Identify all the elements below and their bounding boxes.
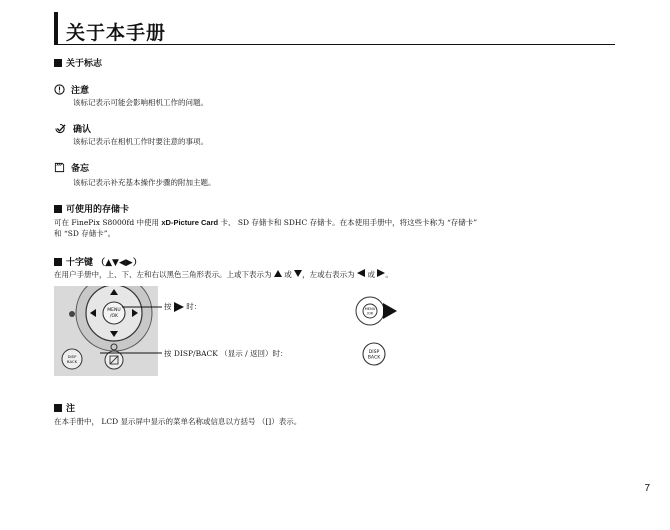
triangle-right-icon	[174, 302, 184, 312]
check-row	[54, 122, 91, 135]
svg-text:BACK: BACK	[367, 355, 381, 361]
square-bullet-icon	[54, 205, 62, 213]
note-text: 在本手册中， LCD 显示屏中显示的菜单名称或信息以方括号 （[]）表示。	[54, 417, 302, 426]
triangle-down-icon	[294, 270, 302, 277]
caution-label: 注意	[71, 86, 90, 96]
svg-text:/OK: /OK	[366, 311, 374, 316]
symbols-heading: 关于标志	[54, 56, 102, 69]
menu-ok-text: MENU	[364, 307, 376, 311]
cards-paragraph	[54, 217, 624, 239]
ok-text: /OK	[109, 314, 119, 319]
triangle-up-icon	[274, 270, 282, 277]
page-number: 7	[644, 483, 650, 494]
cross-key-heading: 十字键 （▲▼◀▶）	[54, 255, 142, 268]
triangle-left-icon	[357, 269, 365, 277]
press-disp-label: 按 DISP/BACK （显示 / 返回）时：	[164, 349, 288, 358]
memo-row	[54, 161, 89, 174]
disp-icon-text: DISP	[368, 350, 380, 355]
disp-back-icon	[361, 341, 387, 371]
memo-icon	[54, 162, 65, 173]
caution-row	[54, 83, 89, 96]
square-bullet-icon	[54, 258, 62, 266]
caution-text: 该标记表示可能会影响相机工作的问题。	[73, 98, 208, 107]
title-rule	[54, 44, 615, 45]
disp-text: DISP	[67, 354, 77, 359]
square-bullet-icon	[54, 59, 62, 67]
title-bar-accent	[54, 12, 58, 45]
check-icon	[54, 123, 67, 134]
leader-lines	[100, 300, 170, 360]
page-title: 关于本手册	[66, 22, 167, 44]
caution-icon	[54, 84, 65, 95]
back-text: BACK	[66, 359, 78, 364]
xd-card-name: xD-Picture Card	[161, 218, 219, 227]
cards-heading: 可使用的存储卡	[54, 202, 129, 215]
memo-text: 该标记表示补充基本操作步骤的附加主题。	[73, 178, 216, 187]
cards-line-1: 可在 FinePix S8000fd 中使用 xD-Picture Card 卡、 SD 存储卡和 SDHC 存储卡。在本使用手册中，将这些卡称为 “存储卡”	[54, 218, 478, 227]
check-text: 该标记表示在相机工作时要注意的事项。	[73, 137, 208, 146]
check-label: 确认	[73, 125, 92, 135]
menu-ok-right-icon	[354, 295, 400, 331]
cards-line-2: 和 “SD 存储卡”。	[54, 229, 116, 238]
memo-label: 备忘	[71, 164, 90, 174]
cross-key-text: 在用户手册中，上、下、左和右以黑色三角形表示。上或下表示为 或 ，左或右表示为 或 。	[54, 270, 393, 279]
menu-text: MENU	[107, 308, 121, 313]
note-heading: 注	[54, 401, 75, 414]
press-right-label: 按 时：	[164, 302, 202, 311]
square-bullet-icon	[54, 404, 62, 412]
